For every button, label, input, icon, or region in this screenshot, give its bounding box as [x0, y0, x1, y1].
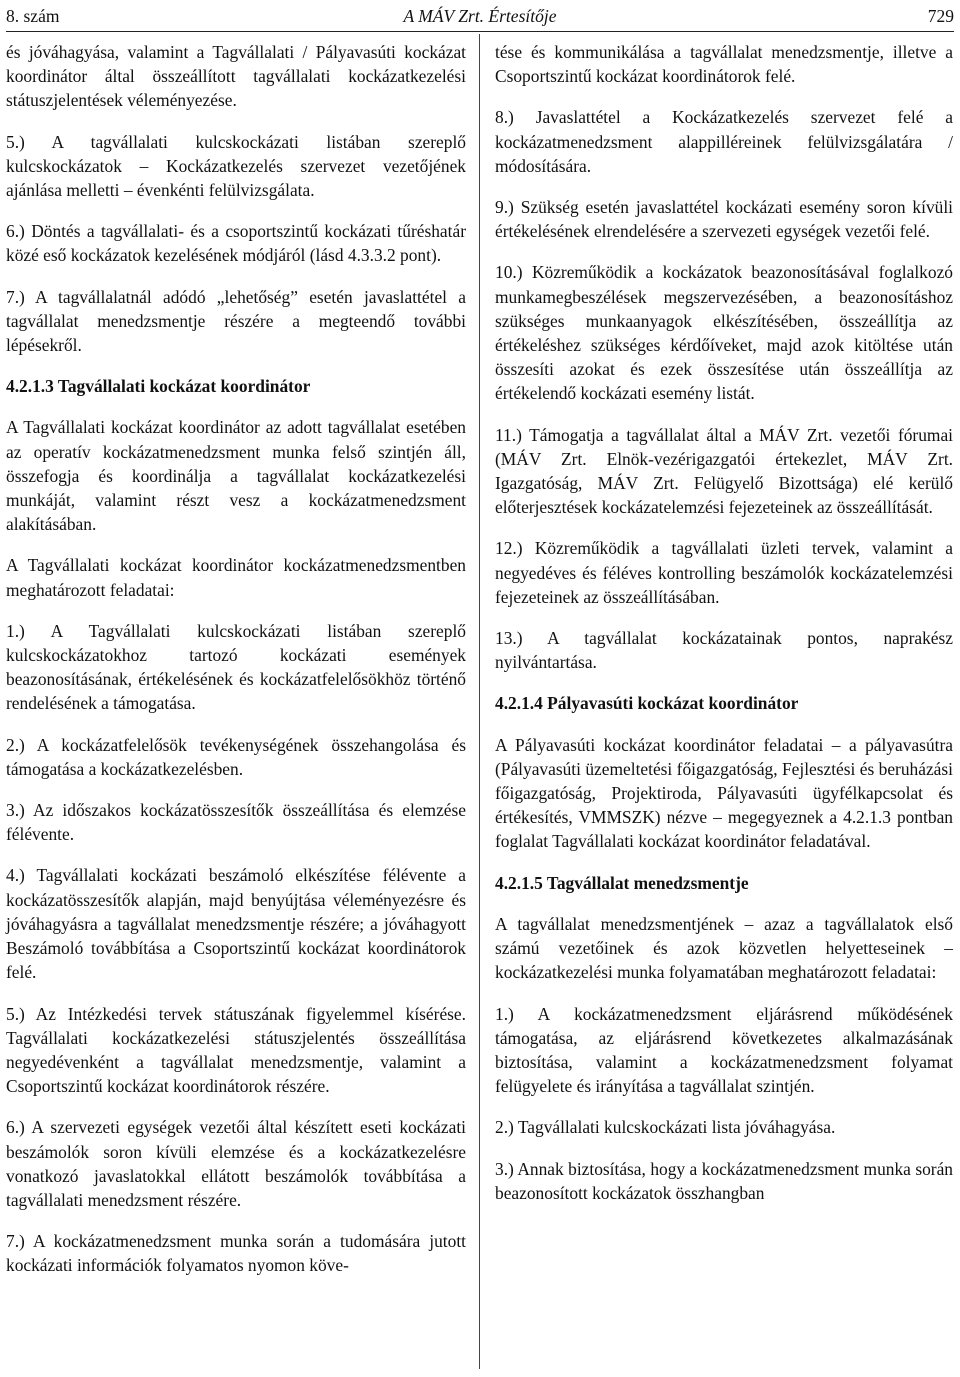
- list-item: 3.) Az időszakos kockázatösszesítők összeállítása és elemzése félévente.: [6, 800, 466, 845]
- list-item: 2.) A kockázatfelelősök tevékenységének összehangolása és támogatása a kockázatkezelésben.: [6, 734, 466, 779]
- page-number: 729: [927, 6, 954, 26]
- section-heading: 4.2.1.5 Tagvállalat menedzsmentje: [495, 872, 749, 893]
- list-item: 11.) Támogatja a tagvállalat által a MÁV Zrt. vezetői fórumai (MÁV Zrt. Elnök-vezérigazgatói értekezlet, MÁV Zrt. Igazgatóság, MÁV Zrt. Felügyelő Bizottsága) elé kerülő előterjesztések kockázatelemzési fejezeteinek az összeállítását.: [495, 424, 953, 518]
- list-item: 6.) Döntés a tagvállalati- és a csoportszintű kockázati tűréshatár közé eső kockázatok kezelésének módjáról (lásd 4.3.3.2 pont).: [6, 221, 466, 266]
- list-item: 2.) Tagvállalati kulcskockázati lista jóváhagyása.: [495, 1117, 836, 1138]
- issue-number: 8. szám: [6, 6, 60, 26]
- column-divider: [479, 34, 480, 1369]
- list-item: 1.) A Tagvállalati kulcskockázati listában szereplő kulcskockázatokhoz tartozó kockázati események beazonosításának, értékelésének és kockázatfelelősökhöz történő rendelésének a támogatása.: [6, 620, 466, 714]
- list-item: 10.) Közreműködik a kockázatok beazonosításával foglalkozó munkamegbeszélések megszervezésében, a beazonosításhoz szükséges munkaanyagok elkészítésében, összeállítja az értékeléshez szükséges kérdőíveket, majd azok kitöltése után összesíti azokat és ezek összesítése után összeállítja az értékelendő kockázati esemény listát.: [495, 262, 953, 404]
- list-item: 3.) Annak biztosítása, hogy a kockázatmenedzsment munka során beazonosított kockázatok összhangban: [495, 1158, 953, 1203]
- list-item: 7.) A tagvállalatnál adódó „lehetőség” esetén javaslattétel a tagvállalat menedzsmentje részére a megteendő további lépésekről.: [6, 286, 466, 356]
- section-heading: 4.2.1.3 Tagvállalati kockázat koordinátor: [6, 376, 311, 397]
- list-item: 5.) Az Intézkedési tervek státuszának figyelemmel kísérése. Tagvállalati kockázatkezelési státuszjelentés összeállítása negyedévenként a tagvállalat menedzsmentje, valamint a Csoportszintű kockázat koordinátorok részére.: [6, 1003, 466, 1097]
- paragraph: A Tagvállalati kockázat koordinátor az adott tagvállalat esetében az operatív kockázatmenedzsment munka felső szintjén áll, összefogja és koordinálja a tagvállalat kockázatkezelési munkáját, valamint részt vesz a kockázatmenedzsment alakításában.: [6, 417, 466, 535]
- right-column: [495, 40, 953, 1205]
- paragraph: A Tagvállalati kockázat koordinátor kockázatmenedzsmentben meghatározott feladatai:: [6, 555, 466, 600]
- running-header: [6, 4, 954, 30]
- list-item: 7.) A kockázatmenedzsment munka során a tudomására jutott kockázati információk folyamatos nyomon köve-: [6, 1231, 466, 1276]
- section-heading: 4.2.1.4 Pályavasúti kockázat koordinátor: [495, 693, 799, 714]
- list-item: 8.) Javaslattétel a Kockázatkezelés szervezet felé a kockázatmenedzsment alappilléreinek felülvizsgálatára / módosítására.: [495, 107, 953, 176]
- paragraph: tése és kommunikálása a tagvállalat menedzsmentje, illetve a Csoportszintű kockázat koordinátorok felé.: [495, 42, 953, 87]
- list-item: 6.) A szervezeti egységek vezetői által készített eseti kockázati beszámolók soron kívüli elemzése és a kockázatkezelésre vonatkozó javaslatokkal ellátott beszámolók továbbítása a tagvállalati menedzsment részére.: [6, 1117, 466, 1210]
- list-item: 12.) Közreműködik a tagvállalati üzleti tervek, valamint a negyedéves és féléves kontrolling beszámolók kockázatelemzési fejezeteinek az összeállításában.: [495, 538, 953, 607]
- list-item: 5.) A tagvállalati kulcskockázati listában szereplő kulcskockázatok – Kockázatkezelés szervezet vezetőjének ajánlása melletti – évenkénti felülvizsgálata.: [6, 131, 466, 201]
- list-item: 13.) A tagvállalat kockázatainak pontos, naprakész nyilvántartása.: [495, 628, 953, 673]
- list-item: 1.) A kockázatmenedzsment eljárásrend működésének támogatása, az eljárásrend következetes alkalmazásának biztosítása, valamint a kockázatmenedzsment folyamat felügyelete és irányítása a tagvállalat szintjén.: [495, 1003, 953, 1097]
- header-rule: [6, 31, 954, 32]
- list-item: 9.) Szükség esetén javaslattétel kockázati esemény soron kívüli értékelésének elrendelésére a szervezeti egységek vezetői felé.: [495, 197, 953, 242]
- list-item: 4.) Tagvállalati kockázati beszámoló elkészítése félévente a kockázatösszesítők alapján, majd benyújtása véleményezésre és jóváhagyásra a tagvállalat menedzsmentje részére; a jóváhagyott Beszámoló továbbítása a Csoportszintű kockázat koordinátorok felé.: [6, 865, 466, 983]
- left-column: [6, 40, 466, 1278]
- paragraph: és jóváhagyása, valamint a Tagvállalati / Pályavasúti kockázat koordinátor által összeállított tagvállalati kockázatkezelési státuszjelentések véleményezése.: [6, 42, 466, 111]
- paragraph: A Pályavasúti kockázat koordinátor feladatai – a pályavasútra (Pályavasúti üzemeltetési főigazgatóság, Fejlesztési és beruházási főigazgatóság, Projektiroda, Pályavasúti ügyfélkapcsolat és értékesítés, VMMSZK) nézve – megegyeznek a 4.2.1.3 pontban foglalat Tagvállalati kockázat koordinátor feladatával.: [495, 734, 953, 852]
- paragraph: A tagvállalat menedzsmentjének – azaz a tagvállalatok első számú vezetőinek és azok közvetlen helyetteseinek – kockázatkezelési munka folyamatában meghatározott feladatai:: [495, 913, 953, 983]
- publication-title: A MÁV Zrt. Értesítője: [403, 6, 557, 26]
